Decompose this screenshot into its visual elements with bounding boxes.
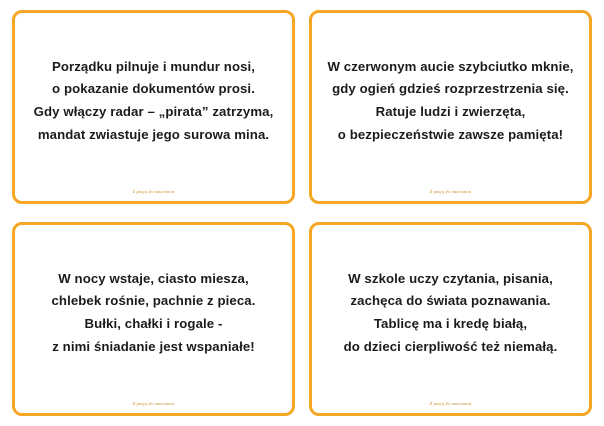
- riddle-card-strazak: [309, 10, 592, 204]
- riddle-line: chlebek rośnie, pachnie z pieca.: [51, 293, 256, 309]
- riddle-text: [51, 268, 255, 359]
- riddle-line: o pokazanie dokumentów prosi.: [52, 81, 255, 97]
- riddle-line: Porządku pilnuje i mundur nosi,: [51, 58, 256, 74]
- watermark-label: Z pasją do nauczania: [429, 401, 472, 406]
- riddle-line: mandat zwiastuje jego surowa mina.: [37, 126, 270, 142]
- watermark-label: Z pasją do nauczania: [132, 189, 175, 194]
- riddle-line: W czerwonym aucie szybciutko mknie,: [327, 58, 574, 74]
- riddle-line: Bułki, chałki i rogale -: [84, 316, 223, 331]
- riddle-text: [327, 56, 573, 147]
- watermark-label: Z pasją do nauczania: [132, 401, 175, 406]
- riddle-line: W szkole uczy czytania, pisania,: [348, 270, 553, 286]
- riddle-line: W nocy wstaje, ciasto miesza,: [58, 270, 249, 286]
- riddle-line: do dzieci cierpliwość też niemałą.: [343, 338, 558, 354]
- riddle-card-nauczyciel: [309, 222, 592, 416]
- riddle-line: Ratuje ludzi i zwierzęta,: [375, 104, 526, 119]
- riddle-text: [34, 56, 274, 147]
- riddle-card-policjant: [12, 10, 295, 204]
- riddle-line: zachęca do świata poznawania.: [350, 293, 551, 309]
- riddle-line: o bezpieczeństwie zawsze pamięta!: [337, 126, 564, 142]
- riddle-line: Gdy włączy radar – „pirata” zatrzyma,: [33, 104, 274, 119]
- riddle-line: Tablicę ma i kredę białą,: [373, 316, 528, 331]
- riddle-line: z nimi śniadanie jest wspaniałe!: [52, 338, 255, 354]
- watermark-label: Z pasją do nauczania: [429, 189, 472, 194]
- riddle-line: gdy ogień gdzieś rozprzestrzenia się.: [332, 81, 569, 97]
- riddle-text: [344, 268, 558, 359]
- riddle-card-piekarz: [12, 222, 295, 416]
